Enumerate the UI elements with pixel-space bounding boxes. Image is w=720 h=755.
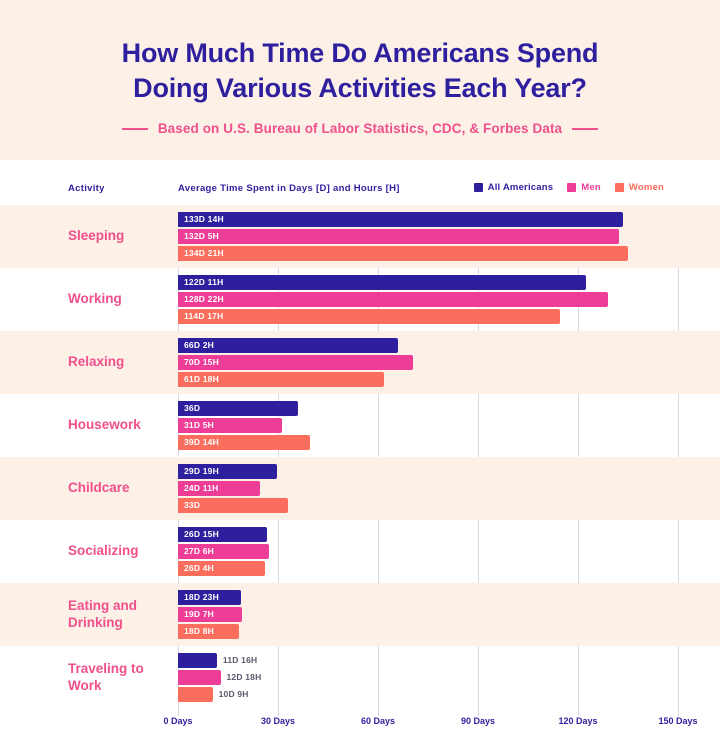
row-bars (178, 268, 678, 331)
bar-wrap (178, 338, 678, 353)
legend-item (567, 182, 601, 193)
chart-row (0, 394, 720, 457)
bar-wrap (178, 670, 678, 685)
title-line-1: How Much Time Do Americans Spend (121, 38, 599, 68)
chart-legend (474, 182, 664, 193)
bar-value-label: 122D 11H (184, 277, 224, 287)
bar-wrap (178, 229, 678, 244)
bar-wrap (178, 401, 678, 416)
legend-swatch-icon (474, 183, 483, 192)
bar-value-label: 39D 14H (184, 437, 219, 447)
chart-row (0, 331, 720, 394)
axis-tick-label: 90 Days (460, 716, 496, 726)
axis-tick-label: 0 Days (163, 716, 193, 726)
legend-item (615, 182, 664, 193)
page-subtitle: Based on U.S. Bureau of Labor Statistics, CDC, & Forbes Data (157, 121, 563, 137)
row-bars (178, 646, 678, 709)
bar-all-americans (178, 275, 586, 290)
bar-wrap (178, 561, 678, 576)
row-label-traveling-to-work: Traveling to Work (68, 661, 144, 693)
bar-value-label: 133D 14H (184, 214, 224, 224)
bar-value-label: 70D 15H (184, 357, 219, 367)
page-title (40, 36, 680, 105)
bar-wrap (178, 527, 678, 542)
bar-wrap (178, 687, 678, 702)
bar-wrap (178, 607, 678, 622)
axis-tick-label: 150 Days (658, 716, 698, 726)
legend-swatch-icon (615, 183, 624, 192)
bar-wrap (178, 498, 678, 513)
bar-women (178, 246, 628, 261)
rule-right-icon (572, 128, 598, 130)
bar-value-label: 26D 15H (184, 529, 219, 539)
chart-row (0, 520, 720, 583)
row-label-relaxing: Relaxing (68, 354, 125, 370)
row-label-eating-and-drinking: Eating and Drinking (68, 598, 138, 630)
subtitle-row (0, 121, 720, 136)
bar-value-label: 18D 23H (184, 592, 219, 602)
bar-value-label: 128D 22H (184, 294, 224, 304)
chart-panel (0, 160, 720, 755)
legend-label: Men (581, 182, 601, 193)
bar-value-label: 31D 5H (184, 420, 215, 430)
bar-all-americans (178, 212, 623, 227)
bar-wrap (178, 590, 678, 605)
bar-value-label: 27D 6H (184, 546, 215, 556)
bar-wrap (178, 246, 678, 261)
bar-men (178, 229, 619, 244)
chart-row (0, 457, 720, 520)
column-header-activity: Activity (68, 183, 105, 194)
row-bars (178, 394, 678, 457)
bar-wrap (178, 653, 678, 668)
bar-wrap (178, 481, 678, 496)
bar-all-americans (178, 653, 217, 668)
bar-wrap (178, 355, 678, 370)
bar-women (178, 309, 560, 324)
bar-wrap (178, 372, 678, 387)
rule-left-icon (122, 128, 148, 130)
bar-wrap (178, 292, 678, 307)
bar-value-label: 66D 2H (184, 340, 215, 350)
bar-value-label: 19D 7H (184, 609, 215, 619)
bar-wrap (178, 544, 678, 559)
axis-tick-label: 60 Days (360, 716, 396, 726)
row-bars (178, 520, 678, 583)
bar-wrap (178, 212, 678, 227)
bar-value-label: 134D 21H (184, 248, 224, 258)
row-label-sleeping: Sleeping (68, 228, 125, 244)
row-label-housework: Housework (68, 417, 141, 433)
legend-label: Women (628, 182, 664, 193)
bar-value-label: 26D 4H (184, 563, 215, 573)
bar-wrap (178, 418, 678, 433)
bar-value-label: 10D 9H (218, 689, 249, 699)
legend-label: All Americans (487, 182, 554, 193)
title-line-2: Doing Various Activities Each Year? (133, 72, 587, 103)
bar-women (178, 687, 213, 702)
row-label-working: Working (68, 291, 122, 307)
bar-men (178, 292, 608, 307)
chart-row (0, 205, 720, 268)
axis-tick-label: 120 Days (558, 716, 598, 726)
bar-men (178, 670, 221, 685)
bar-value-label: 11D 16H (222, 655, 258, 665)
bar-value-label: 36D (184, 403, 201, 413)
row-bars (178, 205, 678, 268)
column-header-metric: Average Time Spent in Days [D] and Hours [H] (178, 183, 400, 194)
x-axis (163, 716, 698, 736)
axis-tick-label: 30 Days (260, 716, 296, 726)
bar-wrap (178, 435, 678, 450)
row-label-childcare: Childcare (68, 480, 130, 496)
bar-value-label: 132D 5H (184, 231, 219, 241)
header (0, 0, 720, 136)
bar-value-label: 33D (184, 500, 201, 510)
chart-rows (0, 205, 720, 709)
bar-value-label: 18D 8H (184, 626, 215, 636)
bar-wrap (178, 624, 678, 639)
bar-value-label: 12D 18H (226, 672, 262, 682)
chart-header (0, 180, 720, 202)
bar-wrap (178, 309, 678, 324)
bar-value-label: 29D 19H (184, 466, 219, 476)
legend-item (474, 182, 554, 193)
bar-value-label: 61D 18H (184, 374, 219, 384)
legend-swatch-icon (567, 183, 576, 192)
chart-row (0, 268, 720, 331)
bar-value-label: 114D 17H (184, 311, 224, 321)
bar-wrap (178, 275, 678, 290)
row-bars (178, 331, 678, 394)
bar-value-label: 24D 11H (184, 483, 219, 493)
chart-row (0, 583, 720, 646)
chart-row (0, 646, 720, 709)
row-bars (178, 583, 678, 646)
bar-wrap (178, 464, 678, 479)
row-bars (178, 457, 678, 520)
row-label-socializing: Socializing (68, 543, 139, 559)
